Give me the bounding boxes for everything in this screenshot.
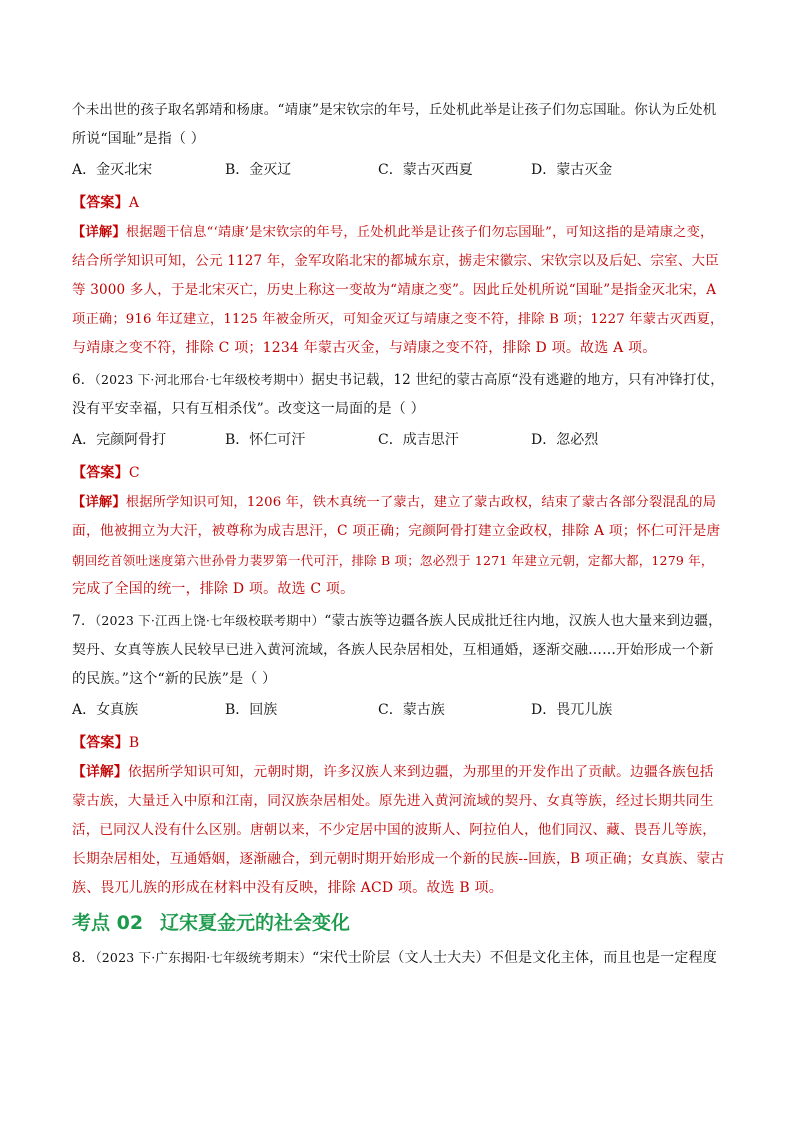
section-title: 辽宋夏金元的社会变化 <box>160 912 351 934</box>
q7-detail-line-5: 族、畏兀儿族的形成在材料中没有反映，排除 ACD 项。故选 B 项。 <box>72 880 503 896</box>
q5-stem-line-1: 个未出世的孩子取名郭靖和杨康。“靖康”是宋钦宗的年号，丘处机此举是让孩子们勿忘国耻。你认为丘处机 <box>72 102 717 118</box>
q7-stem-line-3: 的民族。”这个“新的民族”是（ ） <box>72 671 277 687</box>
q7-source: （2023 下·江西上饶·七年级校联考期中） <box>94 613 325 628</box>
q5-options <box>72 156 724 185</box>
q7-options <box>72 696 724 725</box>
q5-detail-line-1: 根据题干信息“‘靖康’是宋钦宗的年号，丘处机此举是让孩子们勿忘国耻”，可知这指的是靖康之变， <box>125 225 714 240</box>
q8-stem-line-1: “宋代士阶层（文人士大夫）不但是文化主体，而且也是一定程度 <box>312 950 717 966</box>
q6-source: （2023 下·河北邢台·七年级校考期中） <box>94 372 312 387</box>
q6-answer-row <box>72 459 724 488</box>
q6-detail-line-3: 朝回纥首领吐迷度第六世孙骨力裴罗第一代可汗，排除 B 项；忽必烈于 1271 年建立元朝，定都大都，1279 年， <box>72 553 714 568</box>
section-number: 考点 02 <box>72 912 144 934</box>
section-heading <box>72 905 724 941</box>
q5-detail-line-5: 与靖康之变不符，排除 C 项；1234 年蒙古灭金，与靖康之变不符，排除 D 项。故选 A 项。 <box>72 340 657 356</box>
q8-number: 8． <box>72 950 96 966</box>
q7-answer-row <box>72 729 724 758</box>
q7-detail-tag: 【详解】 <box>72 764 128 780</box>
q5-detail-tag: 【详解】 <box>72 225 126 240</box>
q8-source: （2023 下·广东揭阳·七年级统考期末） <box>95 950 312 965</box>
q5-option-c: C．蒙古灭西夏 <box>378 162 473 178</box>
q6-option-a: A．完颜阿骨打 <box>72 432 167 448</box>
q6-stem-line-2: 没有平安幸福，只有互相杀伐”。改变这一局面的是（ ） <box>72 401 425 417</box>
q6-detail-tag: 【详解】 <box>72 495 126 510</box>
q7-detail-line-1: 依据所学知识可知，元朝时期，许多汉族人来到边疆，为那里的开发作出了贡献。边疆各族包括 <box>127 764 714 780</box>
q5-option-a: A．金灭北宋 <box>72 162 153 178</box>
q7-option-a: A．女真族 <box>72 702 139 718</box>
q7-detail-line-4: 长期杂居相处，互通婚姻，逐渐融合，到元朝时期开始形成一个新的民族--回族，B 项正确；女真族、蒙古 <box>72 851 725 867</box>
q5-option-d: D．蒙古灭金 <box>531 162 613 178</box>
q6-options <box>72 426 724 455</box>
q7-detail <box>72 758 724 903</box>
q6-stem-line-1: 据史书记载，12 世纪的蒙古高原“没有逃避的地方，只有冲锋打仗， <box>311 372 724 388</box>
q5-detail-line-4: 项正确；916 年辽建立，1125 年被金所灭，可知金灭辽与靖康之变不符，排除 B 项；1227 年蒙古灭西夏， <box>72 312 724 327</box>
q6-option-b: B．怀仁可汗 <box>225 432 306 448</box>
q5-detail-line-3: 等 3000 多人，于是北宋灭亡，历史上称这一变故为“靖康之变”。因此丘处机所说“国耻”是指金灭北宋，A <box>72 282 717 298</box>
q7-number: 7． <box>72 613 95 629</box>
q7-stem-line-2: 契丹、女真等族人民较早已进入黄河流域，各族人民杂居相处，互相通婚，逐渐交融……开始形成一个新 <box>72 642 714 658</box>
q7-answer-tag: 【答案】 <box>72 735 129 751</box>
q7-option-d: D．畏兀儿族 <box>531 702 613 718</box>
q6-detail-line-4: 完成了全国的统一，排除 D 项。故选 C 项。 <box>72 581 355 597</box>
q6-detail <box>72 488 724 604</box>
q5-detail <box>72 218 724 363</box>
q5-option-b: B．金灭辽 <box>225 162 292 178</box>
q5-answer-row <box>72 189 724 218</box>
q7-answer: B <box>128 735 140 751</box>
q6-answer: C <box>128 465 140 481</box>
question-8 <box>72 943 724 973</box>
q7-detail-line-3: 活，已同汉人没有什么区别。唐朝以来，不少定居中国的波斯人、阿拉伯人，他们同汉、藏、畏吾儿等族， <box>72 822 716 838</box>
q6-option-d: D．忽必烈 <box>531 432 599 448</box>
q7-stem-line-1: “蒙古族等边疆各族人民成批迁往内地，汉族人也大量来到边疆， <box>324 613 723 629</box>
q7-detail-line-2: 蒙古族，大量迁入中原和江南，同汉族杂居相处。原先进入黄河流域的契丹、女真等族，经过长期共同生 <box>72 793 714 809</box>
question-6 <box>72 365 724 604</box>
q6-detail-line-2: 面，他被拥立为大汗，被尊称为成吉思汗，C 项正确；完颜阿骨打建立金政权，排除 A 项；怀仁可汗是唐 <box>72 523 721 539</box>
q7-option-b: B．回族 <box>225 702 278 718</box>
q6-number: 6． <box>72 372 95 388</box>
q5-stem-line-2: 所说“国耻”是指（ ） <box>72 131 205 147</box>
q5-detail-line-2: 结合所学知识可知，公元 1127 年，金军攻陷北宋的都城东京，掳走宋徽宗、宋钦宗以及后妃、宗室、大臣 <box>72 253 719 269</box>
q7-option-c: C．蒙古族 <box>378 702 445 718</box>
q6-option-c: C．成吉思汗 <box>378 432 459 448</box>
document-page <box>72 96 724 973</box>
q6-detail-line-1: 根据所学知识可知，1206 年，铁木真统一了蒙古，建立了蒙古政权，结束了蒙古各部分裂混乱的局 <box>125 495 717 510</box>
q6-answer-tag: 【答案】 <box>72 465 129 481</box>
question-7 <box>72 606 724 903</box>
q5-answer-tag: 【答案】 <box>72 195 129 211</box>
q5-answer: A <box>128 195 140 211</box>
